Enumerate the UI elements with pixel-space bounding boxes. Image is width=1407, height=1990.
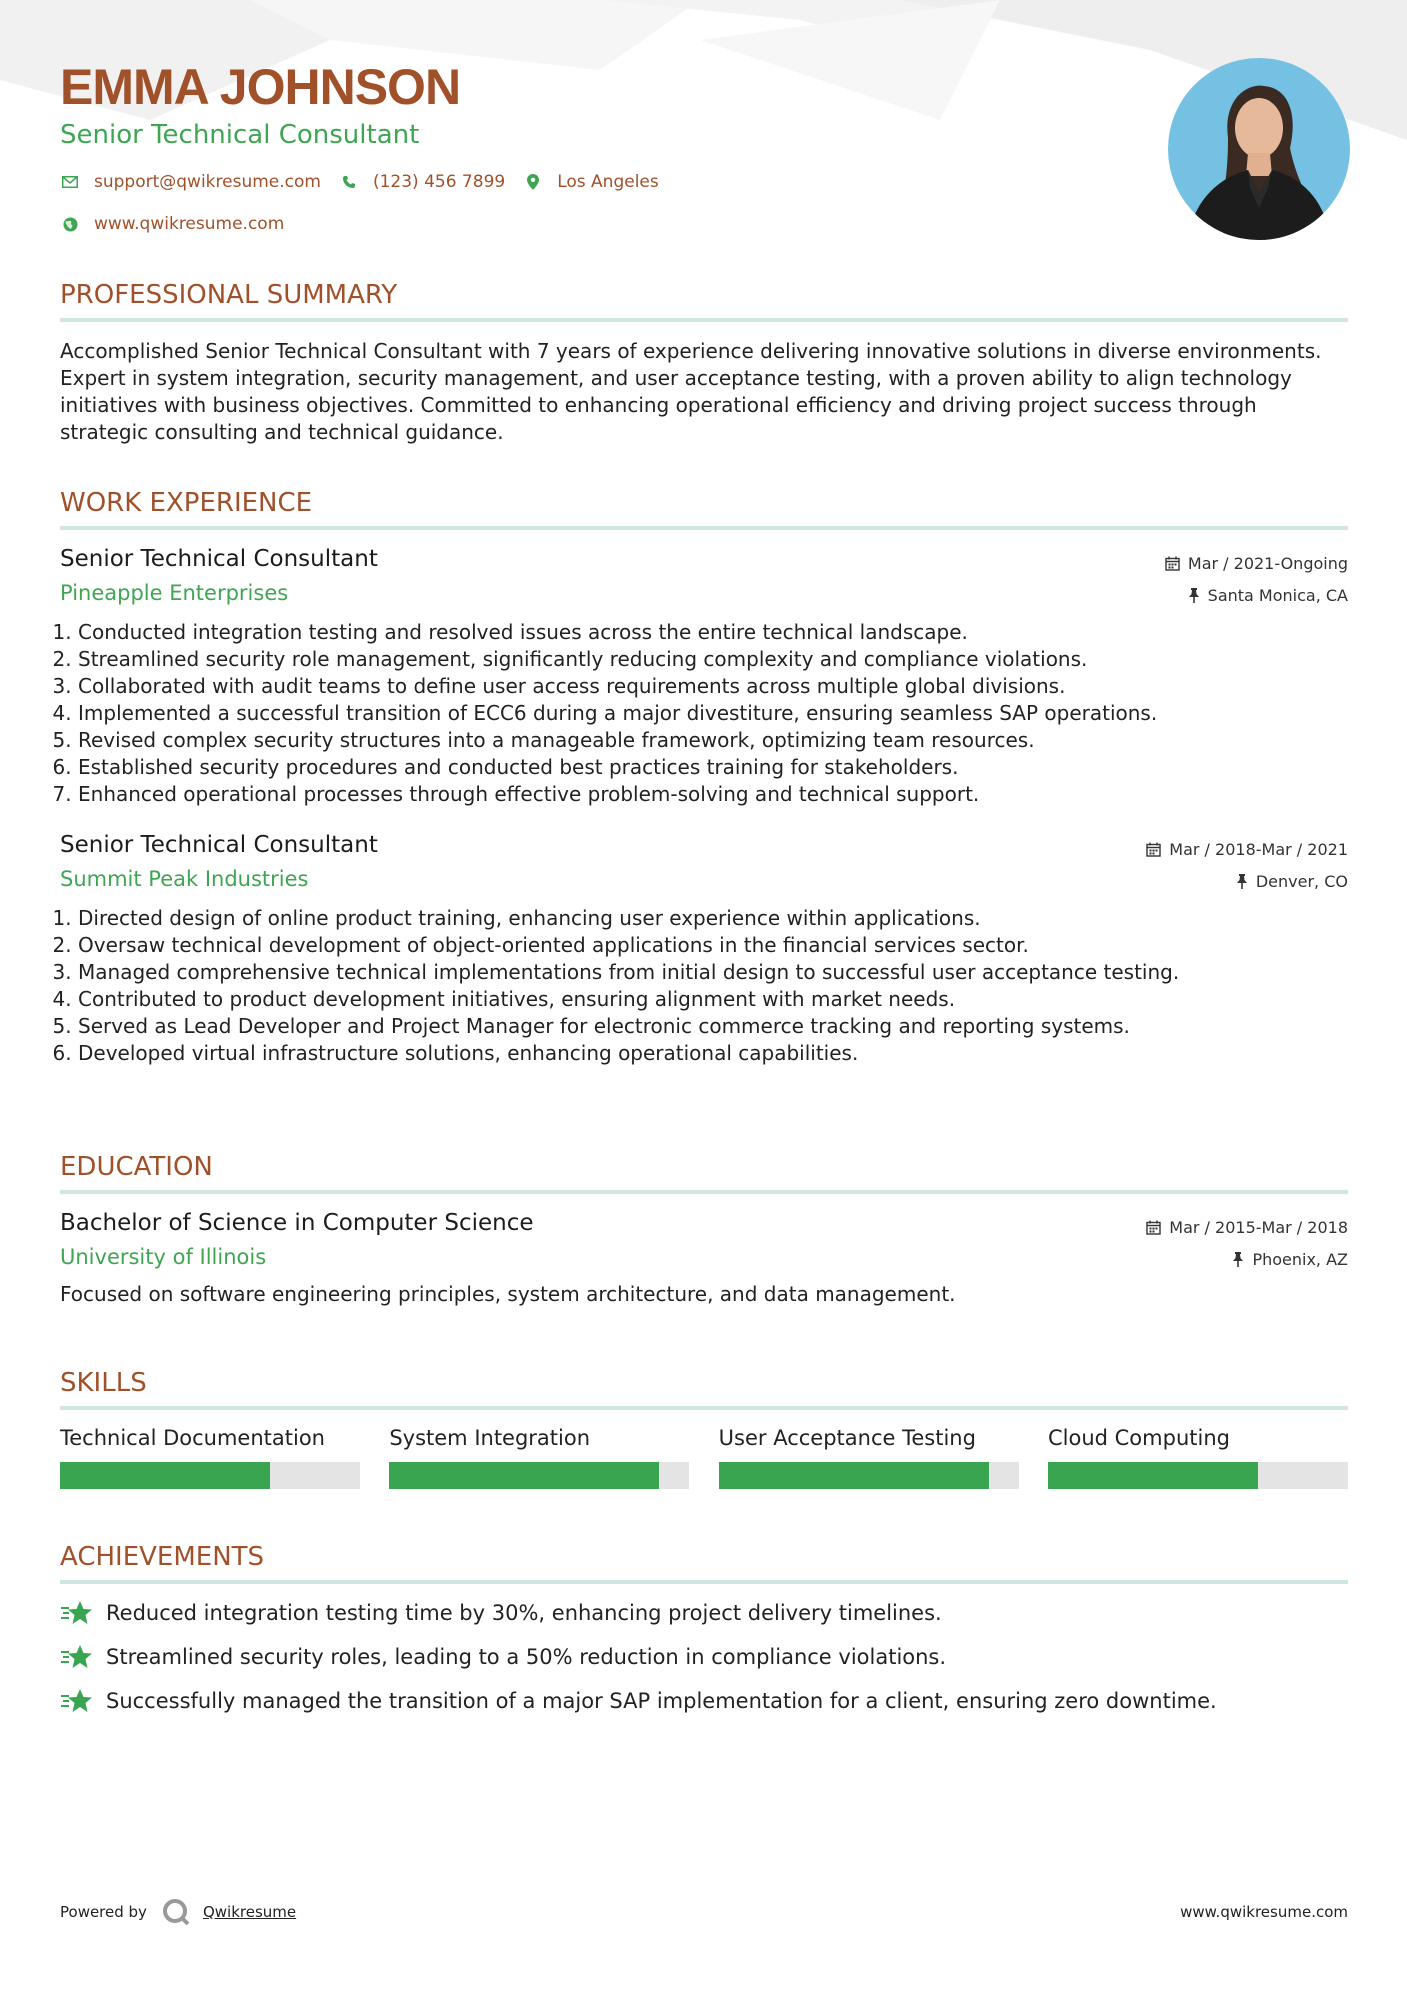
list-item: 6. Established security procedures and conducted best practices training for stakeholders.: [78, 754, 1348, 781]
job-entry-1: [60, 546, 1348, 808]
candidate-title: Senior Technical Consultant: [60, 120, 420, 150]
achievements-section: [60, 1542, 1348, 1732]
education-location-text: Phoenix, AZ: [1252, 1250, 1348, 1269]
profile-photo: [1168, 58, 1350, 240]
qwikresume-link[interactable]: Qwikresume: [202, 1903, 297, 1921]
job-company: Summit Peak Industries: [60, 867, 309, 891]
skill-item: [1048, 1426, 1348, 1489]
footer-website[interactable]: www.qwikresume.com: [1180, 1903, 1348, 1921]
contact-phone[interactable]: [339, 172, 505, 192]
list-item: 1. Directed design of online product training, enhancing user experience within applications.: [78, 905, 1348, 932]
education-section: [60, 1152, 1348, 1308]
achievement-text: Streamlined security roles, leading to a 50% reduction in compliance violations.: [106, 1645, 947, 1669]
skill-name: System Integration: [389, 1426, 591, 1450]
skill-item: [60, 1426, 360, 1489]
skill-bar-fill: [719, 1462, 989, 1489]
pushpin-icon: [1188, 588, 1200, 603]
calendar-icon: [1146, 842, 1161, 857]
skill-bar: [60, 1462, 360, 1489]
achievement-item: [60, 1688, 1348, 1714]
skill-name: Cloud Computing: [1047, 1426, 1230, 1450]
job-bullets: [60, 905, 1348, 1067]
job-location: [1188, 586, 1348, 605]
job-location-text: Denver, CO: [1255, 872, 1348, 891]
job-entry-2: [60, 832, 1348, 1067]
star-icon: [60, 1644, 94, 1670]
list-item: 3. Collaborated with audit teams to define user access requirements across multiple global divisions.: [78, 673, 1348, 700]
contact-location: [523, 172, 659, 192]
education-dates-text: Mar / 2015-Mar / 2018: [1169, 1218, 1348, 1237]
job-dates: [1146, 840, 1348, 859]
degree: Bachelor of Science in Computer Science: [60, 1210, 534, 1236]
skill-bar: [719, 1462, 1019, 1489]
education-entry: [60, 1210, 1348, 1308]
summary-section: [60, 280, 1348, 446]
star-icon: [60, 1600, 94, 1626]
skill-name: User Acceptance Testing: [718, 1426, 976, 1450]
education-heading: EDUCATION: [60, 1152, 1348, 1194]
list-item: 1. Conducted integration testing and resolved issues across the entire technical landscape.: [78, 619, 1348, 646]
skill-bar: [389, 1462, 689, 1489]
star-icon: [60, 1688, 94, 1714]
experience-heading: WORK EXPERIENCE: [60, 488, 1348, 530]
summary-text: Accomplished Senior Technical Consultant with 7 years of experience delivering innovative solutions in diverse environments. Expert in system integration, security management, and user acceptance testing, with a proven ability to align technology initiatives with business objectives. Committed to enhancing operational efficiency and driving project success through strategic consulting and technical guidance.: [60, 339, 1322, 444]
contact-email[interactable]: [60, 172, 321, 192]
job-dates-text: Mar / 2021-Ongoing: [1187, 554, 1348, 573]
calendar-icon: [1165, 556, 1180, 571]
education-location: [1232, 1250, 1348, 1269]
summary-heading: PROFESSIONAL SUMMARY: [60, 280, 1348, 322]
achievements-heading: ACHIEVEMENTS: [60, 1542, 1348, 1584]
skill-bar-fill: [1048, 1462, 1258, 1489]
email-text: support@qwikresume.com: [94, 172, 321, 192]
school: University of Illinois: [60, 1245, 267, 1269]
list-item: 4. Contributed to product development initiatives, ensuring alignment with market needs.: [78, 986, 1348, 1013]
job-bullets: [60, 619, 1348, 808]
phone-text: (123) 456 7899: [372, 172, 506, 192]
pushpin-icon: [1232, 1252, 1244, 1267]
experience-section: [60, 488, 1348, 1067]
contact-website[interactable]: [60, 214, 284, 234]
skill-bar: [1048, 1462, 1348, 1489]
skill-item: [719, 1426, 1019, 1489]
list-item: 2. Oversaw technical development of object-oriented applications in the financial services sector.: [78, 932, 1348, 959]
contact-row-2: [60, 214, 302, 234]
job-dates: [1165, 554, 1348, 573]
skill-bar-fill: [389, 1462, 659, 1489]
job-location-text: Santa Monica, CA: [1207, 586, 1348, 605]
list-item: 3. Managed comprehensive technical implementations from initial design to successful user acceptance testing.: [78, 959, 1348, 986]
location-text: Los Angeles: [557, 172, 659, 192]
skills-heading: SKILLS: [60, 1368, 1348, 1410]
contact-row: [60, 172, 677, 192]
globe-icon: [60, 217, 80, 232]
list-item: 2. Streamlined security role management, significantly reducing complexity and compliance violations.: [78, 646, 1348, 673]
powered-by-label: Powered by: [60, 1903, 147, 1921]
list-item: 4. Implemented a successful transition of ECC6 during a major divestiture, ensuring seamless SAP operations.: [78, 700, 1348, 727]
achievement-item: [60, 1644, 1348, 1670]
calendar-icon: [1146, 1220, 1161, 1235]
website-text: www.qwikresume.com: [94, 214, 285, 234]
job-title: Senior Technical Consultant: [60, 832, 378, 858]
achievement-item: [60, 1600, 1348, 1626]
candidate-name: EMMA JOHNSON: [60, 59, 461, 115]
job-title: Senior Technical Consultant: [60, 546, 378, 572]
job-location: [1236, 872, 1348, 891]
skills-list: [60, 1426, 1348, 1489]
list-item: 5. Served as Lead Developer and Project Manager for electronic commerce tracking and reporting systems.: [78, 1013, 1348, 1040]
job-company: Pineapple Enterprises: [60, 581, 289, 605]
pushpin-icon: [1236, 874, 1248, 889]
list-item: 5. Revised complex security structures into a manageable framework, optimizing team resources.: [78, 727, 1348, 754]
achievement-text: Reduced integration testing time by 30%, enhancing project delivery timelines.: [106, 1601, 942, 1625]
skills-section: [60, 1368, 1348, 1489]
map-pin-icon: [523, 174, 543, 190]
list-item: 7. Enhanced operational processes through effective problem-solving and technical support.: [78, 781, 1348, 808]
list-item: 6. Developed virtual infrastructure solutions, enhancing operational capabilities.: [78, 1040, 1348, 1067]
job-dates-text: Mar / 2018-Mar / 2021: [1169, 840, 1348, 859]
footer: [60, 1898, 1348, 1926]
skill-bar-fill: [60, 1462, 270, 1489]
qwikresume-logo-icon: [161, 1898, 191, 1926]
skill-item: [389, 1426, 689, 1489]
achievement-text: Successfully managed the transition of a major SAP implementation for a client, ensuring zero downtime.: [106, 1689, 1217, 1713]
skill-name: Technical Documentation: [60, 1426, 325, 1450]
footer-branding: [60, 1898, 296, 1926]
phone-icon: [339, 175, 359, 189]
envelope-icon: [60, 176, 80, 188]
education-description: Focused on software engineering principles, system architecture, and data management.: [60, 1282, 956, 1306]
education-dates: [1146, 1218, 1348, 1237]
